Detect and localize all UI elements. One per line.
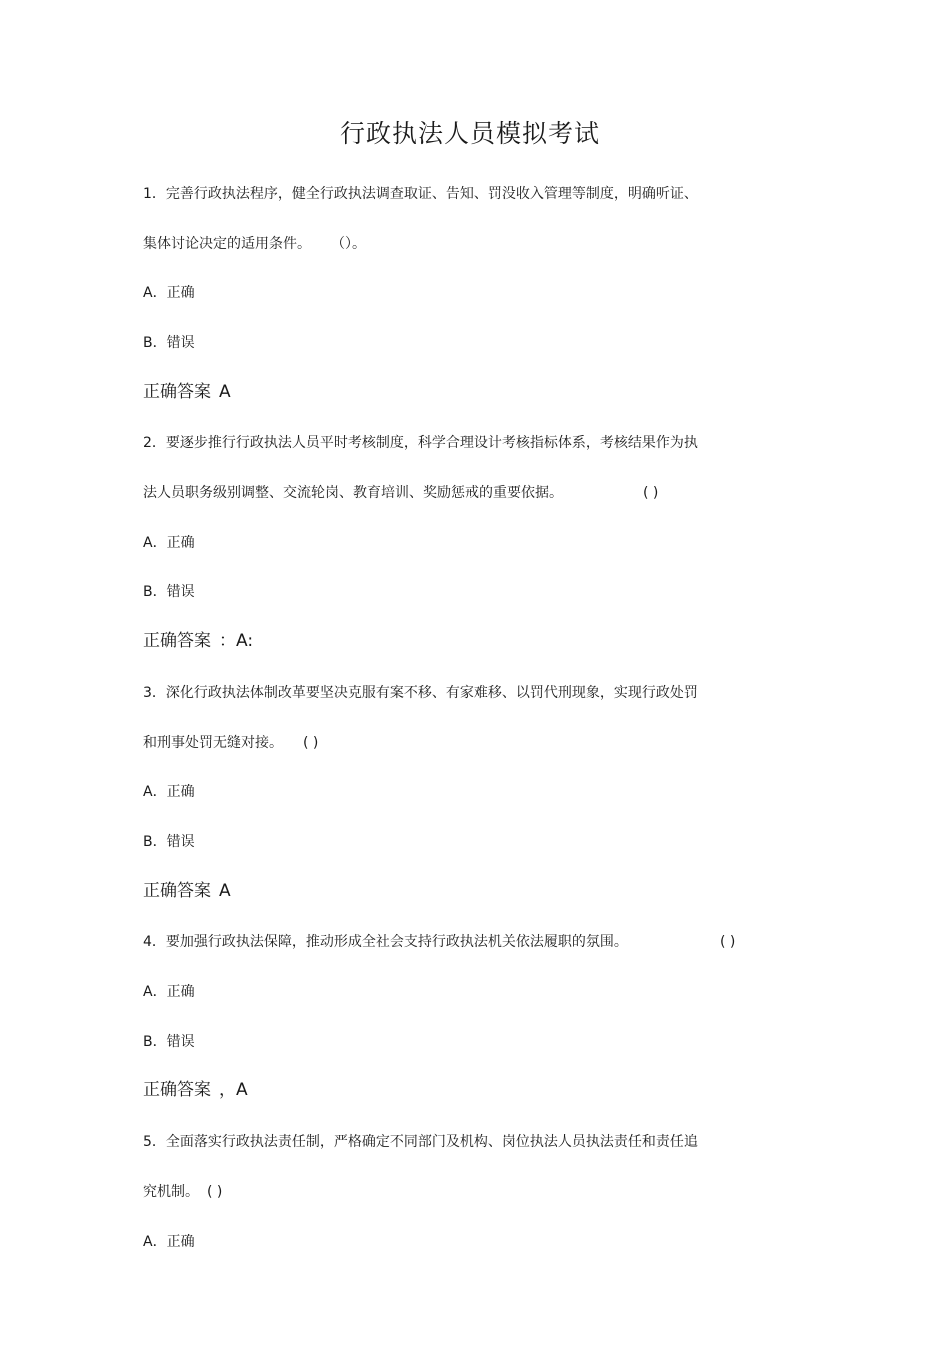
question-5-text-line-1: 5．全面落实行政执法责任制，严格确定不同部门及机构、岗位执法人员执法责任和责任追	[143, 1134, 698, 1150]
question-3-text-line-2	[143, 733, 743, 753]
page-title: 行政执法人员模拟考试	[339, 119, 600, 148]
question-2-answer-blank: ( )	[643, 485, 659, 501]
question-2-text-line-2: 法人员职务级别调整、交流轮岗、教育培训、奖励惩戒的重要依据。	[143, 485, 563, 501]
question-3-answer-value: A	[219, 881, 231, 901]
question-4-option-a: A．正确	[143, 984, 195, 1000]
question-5-answer-blank: ( )	[207, 1184, 223, 1200]
question-2-option-a: A．正确	[143, 535, 195, 551]
question-2-text-line-1: 2．要逐步推行行政执法人员平时考核制度，科学合理设计考核指标体系，考核结果作为执	[143, 435, 698, 451]
question-3-option-a: A．正确	[143, 784, 195, 800]
question-2-option-b: B．错误	[143, 584, 195, 600]
question-1-option-a: A．正确	[143, 285, 195, 301]
question-1-text-line-1: 1．完善行政执法程序，健全行政执法调查取证、告知、罚没收入管理等制度，明确听证、	[143, 186, 698, 202]
question-3-option-b: B．错误	[143, 834, 195, 850]
question-1-answer-blank: （）。	[331, 236, 366, 252]
question-2-answer-label: 正确答案	[143, 631, 211, 651]
question-5-text-line-2-content: 究机制。	[143, 1184, 199, 1200]
question-4-answer-value: ，A	[219, 1080, 248, 1100]
question-5-option-a: A．正确	[143, 1234, 195, 1250]
question-4-answer-blank: ( )	[720, 934, 736, 950]
question-2-answer-value: ：A:	[219, 631, 254, 651]
question-3-text-line-2-content: 和刑事处罚无缝对接。	[143, 735, 283, 751]
question-1-option-b: B．错误	[143, 335, 195, 351]
question-3-text-line-1: 3．深化行政执法体制改革要坚决克服有案不移、有家难移、以罚代刑现象，实现行政处罚	[143, 685, 698, 701]
question-3-answer-label: 正确答案	[143, 881, 211, 901]
question-1-correct-answer	[143, 382, 743, 402]
question-3-answer-blank: ( )	[303, 735, 319, 751]
question-1-text-line-2-content: 集体讨论决定的适用条件。	[143, 236, 311, 252]
question-4-correct-answer	[143, 1080, 743, 1100]
question-5-text-line-2	[143, 1182, 743, 1202]
question-1-answer-value: A	[219, 382, 231, 402]
question-2-correct-answer	[143, 631, 743, 651]
question-1-answer-label: 正确答案	[143, 382, 211, 402]
question-4-text-line-1: 4．要加强行政执法保障，推动形成全社会支持行政执法机关依法履职的氛围。	[143, 934, 628, 950]
question-4-option-b: B．错误	[143, 1034, 195, 1050]
question-1-text-line-2	[143, 234, 743, 254]
question-3-correct-answer	[143, 881, 743, 901]
question-4-answer-label: 正确答案	[143, 1080, 211, 1100]
